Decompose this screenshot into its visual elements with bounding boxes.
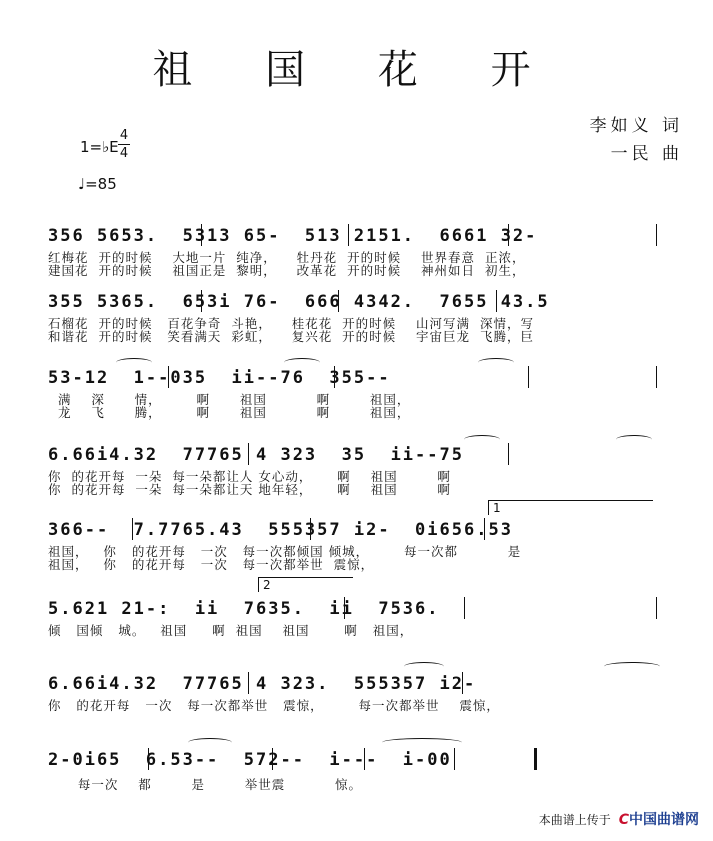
barline [656, 366, 657, 388]
credits [503, 112, 683, 168]
barline [201, 224, 202, 246]
song-title: 祖 国 花 开 [152, 47, 561, 93]
lyrics-verse-1: 祖国， 你 的花开每 一次 每一次都倾国 倾城， 每一次都 是 [48, 544, 522, 559]
notation: 6.66i4.32 77765 4 323. 555357 i2- [48, 674, 477, 694]
barline [364, 748, 365, 770]
barline [148, 748, 149, 770]
lyrics-line: 你 的花开每 一次 每一次都举世 震惊， 每一次都举世 震惊， [48, 698, 500, 713]
lyrics-line: 倾 国倾 城。 祖国 啊 祖国 祖国 啊 祖国， [48, 623, 414, 638]
barline [656, 224, 657, 246]
barline [462, 672, 463, 694]
slur [404, 662, 444, 671]
lyrics-verse-1: 红梅花 开的时候 大地一片 纯净， 牡丹花 开的时候 世界春意 正浓， [48, 250, 526, 265]
barline [334, 366, 335, 388]
lyricist: 李如义 词 [589, 116, 683, 136]
lyrics-verse-2: 祖国， 你 的花开每 一次 每一次都举世 震惊， [48, 557, 375, 572]
tempo-value: =85 [85, 175, 117, 193]
lyrics-line: 每一次 都 是 举世震 惊。 [48, 777, 363, 792]
footer [539, 809, 699, 829]
notation: 355 5365. 653i 76- 666 4342. 7655 43.5 [48, 292, 550, 312]
slur [464, 435, 500, 444]
notation: 2-0i65 6.53-- 572-- i--- i-00 [48, 750, 452, 770]
barline [496, 290, 497, 312]
barline [344, 597, 345, 619]
time-bottom: 4 [119, 146, 129, 161]
barline [464, 597, 465, 619]
slur [284, 358, 320, 367]
notation: 356 5653. 5313 65- 513 2151. 6661 32- [48, 226, 538, 246]
notation: 5.621 21-: ii 7635. ii 7536. [48, 599, 440, 619]
key-signature: 1=♭E [80, 138, 119, 156]
lyrics-verse-2: 你 的花开每 一朵 每一朵都让天 地年轻， 啊 祖国 啊 [48, 482, 451, 497]
logo-text: 中国曲谱网 [629, 812, 699, 828]
slur [116, 358, 152, 367]
barline [310, 518, 311, 540]
lyrics-verse-1: 你 的花开每 一朵 每一朵都让人 女心动， 啊 祖国 啊 [48, 469, 451, 484]
barline [656, 597, 657, 619]
footer-text: 本曲谱上传于 [538, 812, 611, 827]
slur [604, 662, 660, 671]
notation: 366-- 7.7765.43 555357 i2- 0i656.53 [48, 520, 513, 540]
tempo-marking [78, 175, 117, 193]
time-signature [118, 128, 130, 161]
volta-bracket-2: 2 [258, 577, 353, 592]
barline [272, 748, 273, 770]
slur [382, 738, 462, 747]
barline [528, 366, 529, 388]
barline [338, 290, 339, 312]
barline [508, 443, 509, 465]
site-logo[interactable] [619, 809, 699, 829]
lyrics-verse-2: 龙 飞 腾， 啊 祖国 啊 祖国， [48, 405, 411, 420]
slur [188, 738, 232, 747]
barline [168, 366, 169, 388]
composer: 一民 曲 [610, 144, 683, 164]
volta-bracket-1: 1 [488, 500, 653, 515]
lyrics-verse-1: 满 深 情， 啊 祖国 啊 祖国， [48, 392, 411, 407]
barline [454, 748, 455, 770]
final-barline [534, 748, 537, 770]
barline [484, 518, 485, 540]
barline [132, 518, 133, 540]
notation: 6.66i4.32 77765 4 323 35 ii--75 [48, 445, 464, 465]
barline [201, 290, 202, 312]
barline [348, 224, 349, 246]
lyrics-verse-2: 和谐花 开的时候 笑看满天 彩虹， 复兴花 开的时候 宇宙巨龙 飞腾，巨 [48, 329, 534, 344]
lyrics-verse-2: 建国花 开的时候 祖国正是 黎明， 改革花 开的时候 神州如日 初生， [48, 263, 526, 278]
lyrics-verse-1: 石榴花 开的时候 百花争奇 斗艳， 桂花花 开的时候 山河写满 深情，写 [48, 316, 534, 331]
barline [508, 224, 509, 246]
time-top: 4 [119, 128, 129, 143]
barline [248, 672, 249, 694]
notation: 53-12 1--035 ii--76 355-- [48, 368, 391, 388]
slur [478, 358, 514, 367]
quarter-note-icon: ♩ [78, 175, 86, 193]
barline [248, 443, 249, 465]
slur [616, 435, 652, 444]
logo-mark-icon: C [618, 812, 629, 828]
